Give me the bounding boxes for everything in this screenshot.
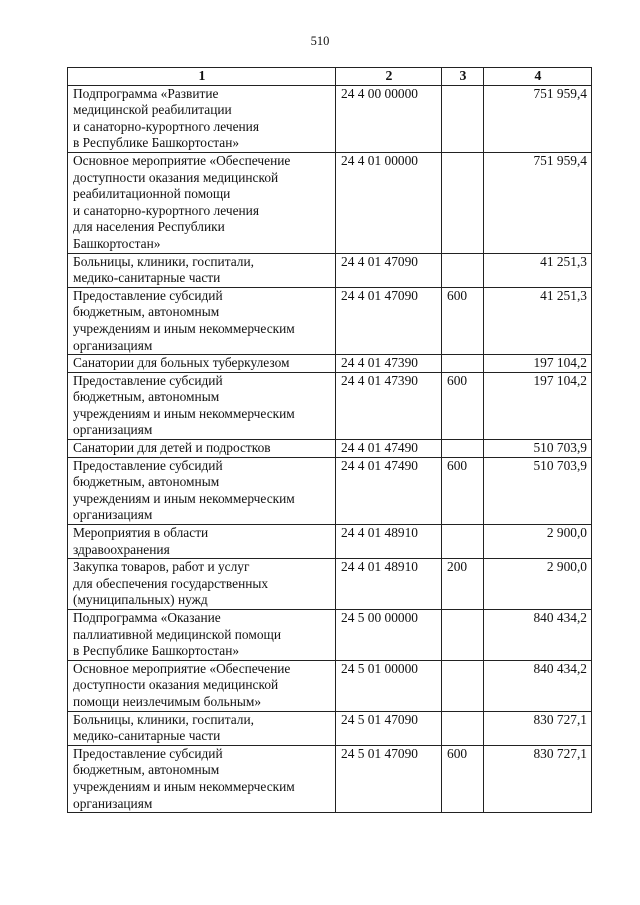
table-row xyxy=(68,287,592,354)
row-amount-cell: 197 104,2 xyxy=(484,355,592,373)
row-name-line: реабилитационной помощи xyxy=(73,186,231,202)
row-name-cell xyxy=(68,610,336,661)
row-name-cell xyxy=(68,745,336,812)
row-name-line: учреждениям и иным некоммерческим xyxy=(73,490,295,506)
table-row xyxy=(68,440,592,458)
row-expense-type-cell xyxy=(442,660,484,711)
row-name-line: организациям xyxy=(73,337,153,353)
row-name-cell xyxy=(68,372,336,439)
row-name-line: Предоставление субсидий xyxy=(73,457,223,473)
table-row xyxy=(68,660,592,711)
row-code-cell: 24 4 01 47090 xyxy=(336,287,442,354)
row-name-line: Подпрограмма «Развитие xyxy=(73,85,219,101)
header-col-1: 1 xyxy=(68,68,336,86)
row-amount-cell: 830 727,1 xyxy=(484,745,592,812)
header-col-2: 2 xyxy=(336,68,442,86)
row-expense-type-cell xyxy=(442,711,484,745)
row-expense-type-cell xyxy=(442,525,484,559)
row-expense-type-cell xyxy=(442,355,484,373)
row-name-line: медико-санитарные части xyxy=(73,270,221,286)
row-amount-cell: 2 900,0 xyxy=(484,559,592,610)
row-expense-type-cell xyxy=(442,85,484,152)
row-expense-type-cell xyxy=(442,253,484,287)
row-name-line: учреждениям и иным некоммерческим xyxy=(73,778,295,794)
row-name-cell xyxy=(68,152,336,253)
table-row xyxy=(68,525,592,559)
table-row xyxy=(68,610,592,661)
row-code-cell: 24 5 01 00000 xyxy=(336,660,442,711)
row-name-cell xyxy=(68,457,336,524)
row-name-line: Закупка товаров, работ и услуг xyxy=(73,559,250,575)
row-name-line: бюджетным, автономным xyxy=(73,304,220,320)
row-code-cell: 24 4 01 48910 xyxy=(336,559,442,610)
row-code-cell: 24 5 00 00000 xyxy=(336,610,442,661)
row-name-line: Санатории для больных туберкулезом xyxy=(73,355,290,371)
row-name-line: здравоохранения xyxy=(73,541,170,557)
row-code-cell: 24 5 01 47090 xyxy=(336,711,442,745)
header-col-3: 3 xyxy=(442,68,484,86)
row-name-cell xyxy=(68,355,336,373)
row-name-line: организациям xyxy=(73,507,153,523)
table-row xyxy=(68,372,592,439)
budget-table xyxy=(67,67,592,813)
row-name-line: Подпрограмма «Оказание xyxy=(73,610,221,625)
row-code-cell: 24 4 01 47390 xyxy=(336,372,442,439)
table-header-row xyxy=(68,68,592,86)
row-code-cell: 24 4 01 47390 xyxy=(336,355,442,373)
row-code-cell: 24 4 00 00000 xyxy=(336,85,442,152)
row-name-line: для населения Республики xyxy=(73,219,225,235)
row-name-line: учреждениям и иным некоммерческим xyxy=(73,405,295,421)
row-amount-cell: 2 900,0 xyxy=(484,525,592,559)
row-name-line: доступности оказания медицинской xyxy=(73,169,279,185)
row-name-cell xyxy=(68,287,336,354)
row-name-line: учреждениям и иным некоммерческим xyxy=(73,320,295,336)
row-name-line: Предоставление субсидий xyxy=(73,372,223,388)
row-name-line: Больницы, клиники, госпитали, xyxy=(73,711,254,727)
row-name-cell xyxy=(68,525,336,559)
row-amount-cell: 510 703,9 xyxy=(484,457,592,524)
table-row xyxy=(68,559,592,610)
row-amount-cell: 41 251,3 xyxy=(484,253,592,287)
row-name-line: Основное мероприятие «Обеспечение xyxy=(73,152,291,168)
row-code-cell: 24 4 01 00000 xyxy=(336,152,442,253)
row-name-line: (муниципальных) нужд xyxy=(73,592,208,608)
row-amount-cell: 840 434,2 xyxy=(484,660,592,711)
row-name-line: и санаторно-курортного лечения xyxy=(73,118,260,134)
row-code-cell: 24 5 01 47090 xyxy=(336,745,442,812)
table-row xyxy=(68,152,592,253)
row-name-cell xyxy=(68,253,336,287)
table-row xyxy=(68,457,592,524)
row-amount-cell: 830 727,1 xyxy=(484,711,592,745)
row-expense-type-cell: 200 xyxy=(442,559,484,610)
row-name-line: помощи неизлечимым больным» xyxy=(73,693,262,709)
row-amount-cell: 41 251,3 xyxy=(484,287,592,354)
row-code-cell: 24 4 01 47490 xyxy=(336,440,442,458)
row-name-cell xyxy=(68,660,336,711)
row-expense-type-cell: 600 xyxy=(442,745,484,812)
row-name-line: Предоставление субсидий xyxy=(73,287,223,303)
table-row xyxy=(68,355,592,373)
row-code-cell: 24 4 01 47090 xyxy=(336,253,442,287)
row-name-line: организациям xyxy=(73,795,153,811)
row-name-line: медико-санитарные части xyxy=(73,728,221,744)
row-expense-type-cell: 600 xyxy=(442,372,484,439)
row-name-line: Основное мероприятие «Обеспечение xyxy=(73,660,291,676)
row-expense-type-cell: 600 xyxy=(442,287,484,354)
page-number: 510 xyxy=(310,34,330,48)
row-name-cell xyxy=(68,85,336,152)
row-amount-cell: 197 104,2 xyxy=(484,372,592,439)
row-expense-type-cell xyxy=(442,440,484,458)
row-name-line: Башкортостан» xyxy=(73,235,161,251)
row-name-cell xyxy=(68,440,336,458)
row-amount-cell: 751 959,4 xyxy=(484,85,592,152)
row-name-line: бюджетным, автономным xyxy=(73,389,220,405)
row-name-line: и санаторно-курортного лечения xyxy=(73,202,260,218)
row-name-line: Больницы, клиники, госпитали, xyxy=(73,253,254,269)
row-amount-cell: 510 703,9 xyxy=(484,440,592,458)
row-amount-cell: 840 434,2 xyxy=(484,610,592,661)
row-code-cell: 24 4 01 48910 xyxy=(336,525,442,559)
row-name-line: организациям xyxy=(73,422,153,438)
row-name-line: для обеспечения государственных xyxy=(73,575,269,591)
header-col-4: 4 xyxy=(484,68,592,86)
row-name-line: в Республике Башкортостан» xyxy=(73,135,240,151)
table-row xyxy=(68,253,592,287)
row-name-line: бюджетным, автономным xyxy=(73,762,220,778)
row-expense-type-cell: 600 xyxy=(442,457,484,524)
row-expense-type-cell xyxy=(442,610,484,661)
row-expense-type-cell xyxy=(442,152,484,253)
table-row xyxy=(68,745,592,812)
row-name-line: паллиативной медицинской помощи xyxy=(73,626,282,642)
row-name-cell xyxy=(68,711,336,745)
row-name-line: медицинской реабилитации xyxy=(73,102,232,118)
table-row xyxy=(68,85,592,152)
row-code-cell: 24 4 01 47490 xyxy=(336,457,442,524)
row-name-line: в Республике Башкортостан» xyxy=(73,643,240,659)
row-name-line: доступности оказания медицинской xyxy=(73,677,279,693)
row-name-cell xyxy=(68,559,336,610)
row-name-line: Санатории для детей и подростков xyxy=(73,440,271,456)
table-row xyxy=(68,711,592,745)
row-name-line: бюджетным, автономным xyxy=(73,474,220,490)
row-name-line: Предоставление субсидий xyxy=(73,745,223,761)
table-body xyxy=(68,85,592,813)
row-amount-cell: 751 959,4 xyxy=(484,152,592,253)
row-name-line: Мероприятия в области xyxy=(73,525,209,541)
